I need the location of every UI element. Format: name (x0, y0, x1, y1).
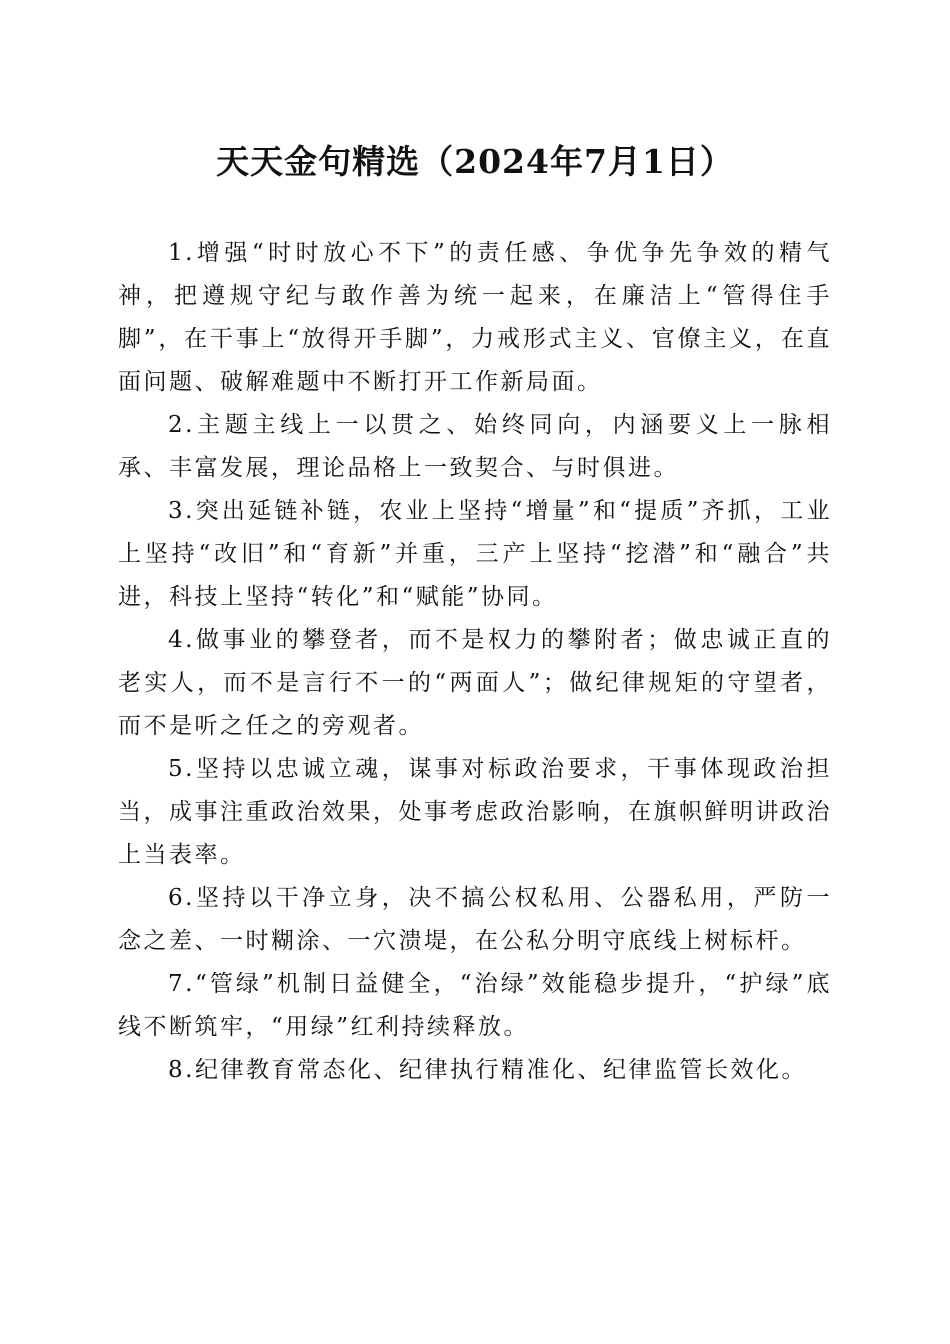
page-title: 天天金句精选（2024年7月1日） (216, 142, 734, 181)
paragraph-2: 2.主题主线上一以贯之、始终同向，内涵要义上一脉相承、丰富发展，理论品格上一致契合、与时俱进。 (118, 412, 832, 481)
paragraph-8: 8.纪律教育常态化、纪律执行精准化、纪律监管长效化。 (168, 1057, 807, 1083)
paragraph-4: 4.做事业的攀登者，而不是权力的攀附者；做忠诚正直的老实人，而不是言行不一的“两面人”；做纪律规矩的守望者，而不是听之任之的旁观者。 (118, 627, 832, 739)
paragraph-5: 5.坚持以忠诚立魂，谋事对标政治要求，干事体现政治担当，成事注重政治效果，处事考虑政治影响，在旗帜鲜明讲政治上当表率。 (118, 756, 832, 868)
document-body (118, 232, 832, 1092)
paragraph-6: 6.坚持以干净立身，决不搞公权私用、公器私用，严防一念之差、一时糊涂、一穴溃堤，在公私分明守底线上树标杆。 (118, 885, 832, 954)
paragraph-1: 1.增强“时时放心不下”的责任感、争优争先争效的精气神，把遵规守纪与敢作善为统一起来，在廉洁上“管得住手脚”，在干事上“放得开手脚”，力戒形式主义、官僚主义，在直面问题、破解难题中不断打开工作新局面。 (118, 240, 832, 395)
paragraph-3: 3.突出延链补链，农业上坚持“增量”和“提质”齐抓，工业上坚持“改旧”和“育新”并重，三产上坚持“挖潜”和“融合”共进，科技上坚持“转化”和“赋能”协同。 (118, 498, 832, 610)
paragraph-7: 7.“管绿”机制日益健全，“治绿”效能稳步提升，“护绿”底线不断筑牢，“用绿”红利持续释放。 (118, 971, 832, 1040)
